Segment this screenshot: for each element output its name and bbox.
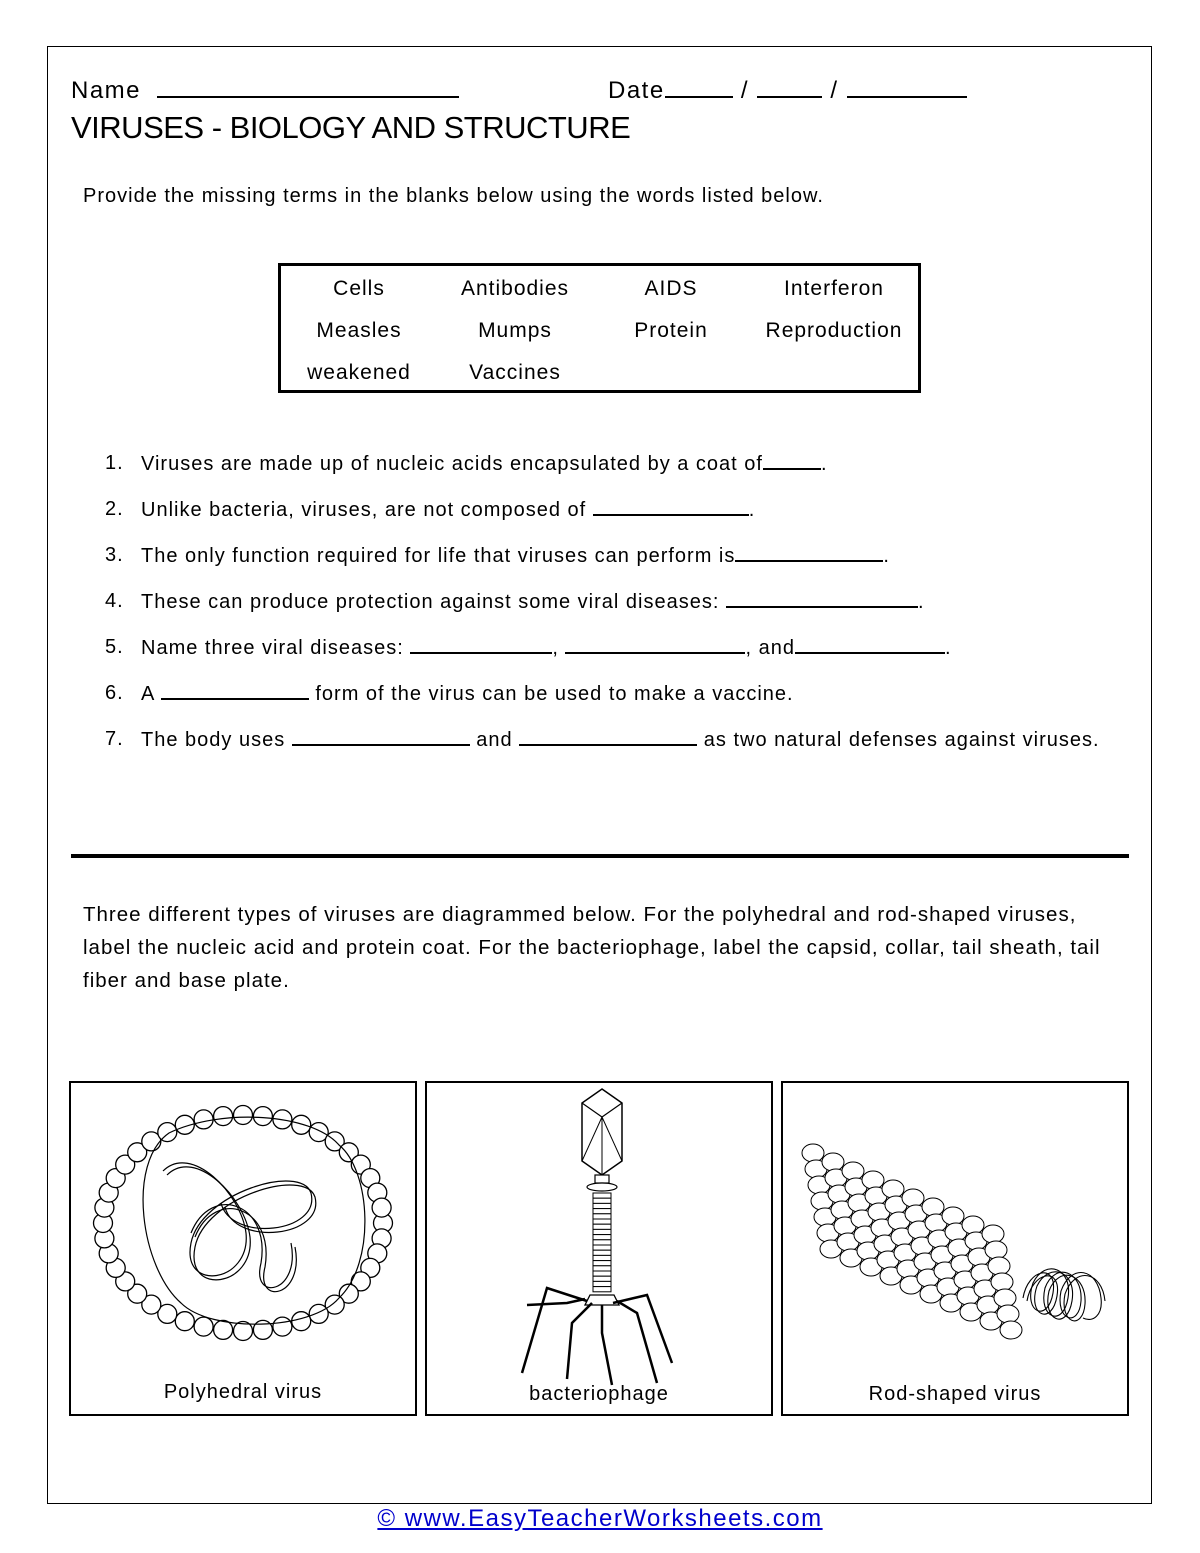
word-bank-term: Antibodies — [460, 277, 570, 300]
footer — [0, 1505, 1200, 1533]
capsomere-bead — [292, 1312, 311, 1331]
polyhedral-virus-illustration — [71, 1083, 414, 1413]
tail-sheath-ring — [593, 1219, 611, 1224]
question-text: as two natural defenses against viruses. — [697, 729, 1100, 751]
question-text: , and — [745, 637, 795, 659]
name-label: Name — [71, 77, 142, 104]
answer-blank[interactable] — [292, 726, 470, 746]
date-year-blank[interactable] — [847, 76, 967, 98]
capsomere-bead — [309, 1304, 328, 1323]
tail-sheath-ring — [593, 1193, 611, 1198]
word-bank-term: Cells — [333, 277, 385, 300]
date-separator: / — [740, 77, 750, 104]
date-label: Date — [608, 77, 665, 104]
rod-capsomere — [902, 1189, 924, 1207]
answer-blank[interactable] — [593, 496, 749, 516]
question-number: 5. — [105, 636, 124, 658]
question-number: 6. — [105, 682, 124, 704]
question-number: 7. — [105, 728, 124, 750]
question-item — [105, 496, 1115, 523]
tail-sheath-ring — [593, 1266, 611, 1271]
rod-capsomere — [994, 1289, 1016, 1307]
polyhedral-virus-label: Polyhedral virus — [163, 1381, 323, 1403]
date-field — [608, 76, 967, 105]
worksheet-title: VIRUSES - BIOLOGY AND STRUCTURE — [71, 110, 631, 145]
answer-blank[interactable] — [519, 726, 697, 746]
rod-capsomere — [862, 1171, 884, 1189]
word-bank-term: Measles — [316, 319, 402, 342]
question-item — [105, 634, 1115, 661]
bacteriophage-label: bacteriophage — [529, 1383, 669, 1405]
question-text: Name three viral diseases: — [141, 637, 411, 659]
date-month-blank[interactable] — [665, 76, 733, 98]
polyhedral-virus-panel — [69, 1081, 417, 1416]
tail-sheath-ring — [593, 1229, 611, 1234]
question-text: . — [883, 545, 890, 567]
question-text: The only function required for life that viruses can perform is — [141, 545, 736, 567]
tail-sheath-ring — [593, 1198, 611, 1203]
rod-virus-label: Rod-shaped virus — [868, 1383, 1042, 1405]
rod-capsomere — [962, 1216, 984, 1234]
word-bank-term: Reproduction — [765, 319, 903, 342]
collar-shape — [587, 1183, 617, 1191]
question-text: , — [552, 637, 566, 659]
question-item — [105, 542, 1115, 569]
tail-sheath-ring — [593, 1214, 611, 1219]
tail-sheath-ring — [593, 1287, 611, 1292]
question-text: Viruses are made up of nucleic acids encapsulated by a coat of — [141, 453, 763, 475]
tail-sheath-ring — [593, 1240, 611, 1245]
question-text: . — [820, 453, 828, 475]
question-text: form of the virus can be used to make a vaccine. — [308, 683, 794, 705]
rod-capsomere — [1000, 1321, 1022, 1339]
tail-sheath-ring — [593, 1250, 611, 1255]
question-item — [105, 588, 1115, 615]
word-bank-term: AIDS — [644, 277, 698, 300]
instructions: Provide the missing terms in the blanks below using the words listed below. — [83, 185, 824, 207]
capsomere-bead — [292, 1115, 311, 1134]
capsomere-bead — [372, 1198, 391, 1217]
answer-blank[interactable] — [161, 680, 309, 700]
word-bank-term: Vaccines — [469, 361, 561, 384]
date-day-blank[interactable] — [757, 76, 822, 98]
question-number: 2. — [105, 498, 124, 520]
tail-sheath-ring — [593, 1209, 611, 1214]
diagram-instructions: Three different types of viruses are diagrammed below. For the polyhedral and rod-shaped viruses, label the nucleic acid and protein coat. For the bacteriophage, label the capsid, collar, tail sheath, tail fiber and base plate. — [83, 903, 1101, 992]
answer-blank[interactable] — [763, 450, 821, 470]
capsomere-bead — [234, 1106, 253, 1125]
capsomere-bead — [273, 1317, 292, 1336]
question-text: A — [141, 683, 161, 705]
question-text: Unlike bacteria, viruses, are not composed of — [141, 499, 593, 521]
capsomere-bead — [175, 1312, 194, 1331]
question-number: 1. — [105, 452, 124, 474]
capsomere-bead — [253, 1107, 272, 1126]
question-text: These can produce protection against some viral diseases: — [141, 591, 726, 613]
question-text: . — [944, 637, 952, 659]
question-list — [105, 450, 1115, 772]
rod-capsomere — [922, 1198, 944, 1216]
tail-sheath-ring — [593, 1224, 611, 1229]
bacteriophage-panel — [425, 1081, 773, 1416]
question-item — [105, 450, 1115, 477]
rod-virus-panel — [781, 1081, 1129, 1416]
capsomere-bead — [194, 1317, 213, 1336]
capsomere-bead — [214, 1107, 233, 1126]
tail-sheath-ring — [593, 1203, 611, 1208]
tail-sheath-ring — [593, 1276, 611, 1281]
question-item — [105, 680, 1115, 707]
name-blank[interactable] — [157, 76, 459, 98]
question-text: The body uses — [141, 729, 292, 751]
rod-capsomere — [802, 1144, 824, 1162]
question-number: 4. — [105, 590, 124, 612]
question-text: and — [469, 729, 520, 751]
rod-virus-illustration — [783, 1083, 1126, 1413]
tail-sheath-ring — [593, 1255, 611, 1260]
bacteriophage-illustration — [427, 1083, 770, 1413]
question-number: 3. — [105, 544, 124, 566]
rod-capsomere — [822, 1153, 844, 1171]
tail-sheath-ring — [593, 1245, 611, 1250]
answer-blank[interactable] — [565, 634, 745, 654]
rod-capsomere — [988, 1257, 1010, 1275]
rod-capsomere — [985, 1241, 1007, 1259]
rod-capsomere — [882, 1180, 904, 1198]
answer-blank[interactable] — [726, 588, 918, 608]
question-text: . — [917, 591, 925, 613]
rod-capsomere — [942, 1207, 964, 1225]
tail-sheath-ring — [593, 1261, 611, 1266]
answer-blank[interactable] — [795, 634, 945, 654]
word-bank-term: Mumps — [478, 319, 552, 342]
question-item — [105, 726, 1115, 753]
date-separator: / — [830, 77, 839, 104]
rod-capsomere — [982, 1225, 1004, 1243]
name-field — [71, 76, 459, 105]
footer-link[interactable]: © www.EasyTeacherWorksheets.com — [377, 1505, 823, 1532]
capsomere-bead — [194, 1110, 213, 1129]
rod-capsomere — [997, 1305, 1019, 1323]
tail-sheath-ring — [593, 1235, 611, 1240]
answer-blank[interactable] — [735, 542, 883, 562]
answer-blank[interactable] — [410, 634, 552, 654]
word-bank-term: Protein — [634, 319, 708, 342]
capsomere-bead — [158, 1123, 177, 1142]
word-bank-term: Interferon — [784, 277, 884, 300]
capsomere-bead — [214, 1320, 233, 1339]
section-divider — [71, 854, 1129, 858]
question-text: . — [748, 499, 756, 521]
tail-sheath-ring — [593, 1281, 611, 1286]
tail-sheath-ring — [593, 1271, 611, 1276]
word-bank — [278, 263, 921, 393]
rod-capsomere — [991, 1273, 1013, 1291]
word-bank-term: weakened — [307, 361, 411, 384]
rod-capsomere — [842, 1162, 864, 1180]
